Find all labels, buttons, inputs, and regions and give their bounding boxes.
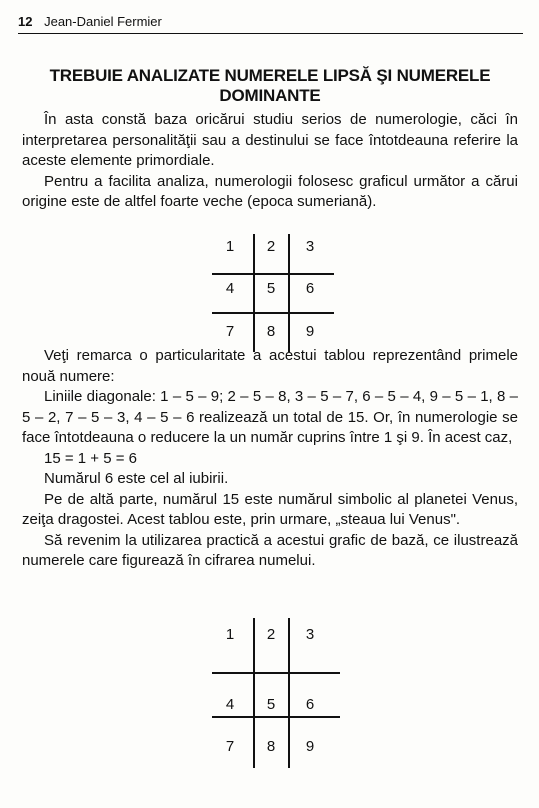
grid-cell: 4 — [225, 280, 235, 297]
grid-cell: 4 — [225, 696, 235, 713]
number-grid-1 — [218, 234, 328, 352]
grid-line — [253, 234, 255, 352]
body-text — [22, 346, 518, 572]
grid-cell: 2 — [266, 626, 276, 643]
grid-cell: 7 — [225, 738, 235, 755]
section-title: TREBUIE ANALIZATE NUMERELE LIPSĂ ŞI NUMERELE DOMINANTE — [49, 66, 491, 105]
grid-cell: 8 — [266, 738, 276, 755]
running-author: Jean-Daniel Fermier — [44, 14, 162, 29]
paragraph: Pe de altă parte, numărul 15 este numărul simbolic al planetei Venus, zeiţa dragostei. Acest tablou este, prin urmare, „steaua lui Venus". — [22, 490, 518, 528]
paragraph: Liniile diagonale: 1 – 5 – 9; 2 – 5 – 8, 3 – 5 – 7, 6 – 5 – 4, 9 – 5 – 1, 8 – 5 – 2, 7 – 5 – 3, 4 – 5 – 6 realizează un total de 15. Or, în numerologie se face întotdeauna o reducere la un număr cuprins între 1 şi 9. În acest caz, — [22, 388, 518, 446]
grid-cell: 8 — [266, 323, 276, 340]
grid-cell: 2 — [266, 238, 276, 255]
grid-line — [212, 273, 334, 275]
grid-cell: 9 — [305, 323, 315, 340]
grid-line — [212, 672, 340, 674]
grid-cell: 5 — [266, 696, 276, 713]
grid-cell: 7 — [225, 323, 235, 340]
paragraph: Să revenim la utilizarea practică a acestui grafic de bază, ce ilustrează numerele care figurează în cifrarea numelui. — [22, 531, 518, 569]
grid-cell: 1 — [225, 626, 235, 643]
grid-cell: 5 — [266, 280, 276, 297]
number-grid-2 — [218, 626, 328, 755]
grid-line — [288, 618, 290, 768]
grid-cell: 1 — [225, 238, 235, 255]
paragraph: Pentru a facilita analiza, numerologii folosesc graficul următor a cărui origine este de altfel foarte veche (epoca sumeriană). — [22, 172, 518, 210]
paragraph: În asta constă baza oricărui studiu serios de numerologie, căci în interpretarea personalităţii sau a destinului se face întotdeauna referire la aceste elemente primordiale. — [22, 111, 518, 169]
grid-cell: 3 — [305, 626, 315, 643]
paragraph: Veţi remarca o particularitate a acestui tablou reprezentând primele nouă numere: — [22, 347, 518, 385]
grid-cell: 6 — [305, 280, 315, 297]
page-header — [18, 14, 523, 34]
grid-cell: 9 — [305, 738, 315, 755]
page-number: 12 — [18, 14, 33, 29]
grid-line — [212, 312, 334, 314]
equation: 15 = 1 + 5 = 6 — [44, 449, 137, 467]
grid-line — [212, 716, 340, 718]
grid-line — [288, 234, 290, 352]
paragraph: Numărul 6 este cel al iubirii. — [44, 470, 229, 487]
intro-text — [22, 110, 518, 213]
grid-cell: 6 — [305, 696, 315, 713]
grid-line — [253, 618, 255, 768]
grid-cell: 3 — [305, 238, 315, 255]
